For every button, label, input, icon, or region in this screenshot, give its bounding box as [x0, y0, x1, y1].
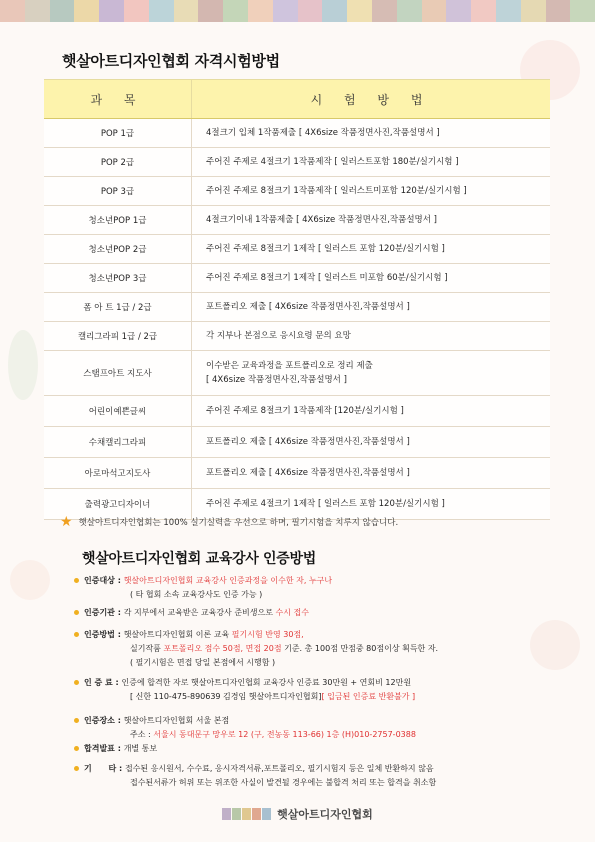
method-cell — [192, 351, 551, 396]
logo-icon — [222, 808, 271, 820]
table-row — [44, 177, 550, 206]
table-body — [44, 119, 550, 520]
method-line: 포트폴리오 제출 [ 4X6size 작품정면사진,작품설명서 ] — [206, 437, 410, 447]
course-cell: 출력광고디자이너 — [44, 489, 192, 520]
fee-nonrefund: [ 입금된 인증료 반환불가 ] — [321, 692, 416, 701]
cert-method — [74, 628, 438, 670]
fee-label: 인 증 료 : — [84, 678, 122, 687]
etc-line1: 접수된 응시원서, 수수료, 응시자격서류,포트폴리오, 필기시험지 등은 일체 반환하지 않음 — [124, 764, 434, 773]
method-line: 주어진 주제로 8절크기 1제작 [ 일러스트 포함 120분/실기시험 ] — [206, 244, 445, 254]
star-icon: ★ — [60, 514, 73, 530]
org-label: 인증기관 : — [84, 608, 124, 617]
note-text: 햇살아트디자인협회는 100% 실기실력을 우선으로 하며, 필기시험을 치루지 않습니다. — [78, 518, 399, 528]
cert-org — [74, 606, 309, 620]
exam-note — [60, 514, 398, 530]
course-cell: 어린이예쁜글씨 — [44, 396, 192, 427]
address-label: 주소 : — [130, 730, 154, 739]
exam-table — [44, 79, 550, 520]
method-line: 주어진 주제로 8절크기 1작품제작 [ 일러스트미포함 120분/실기시험 ] — [206, 186, 467, 196]
table-row — [44, 293, 550, 322]
result-label: 합격발표 : — [84, 744, 124, 753]
cert-place — [74, 714, 416, 742]
header-method: 시 험 방 법 — [192, 80, 551, 119]
bullet-icon — [74, 766, 79, 771]
cert-etc — [74, 762, 436, 790]
place-line1: 햇살아트디자인협회 서울 본점 — [123, 716, 230, 725]
method-line3: ( 필기시험은 면접 당일 본점에서 시행함 ) — [130, 658, 276, 667]
course-cell: 수채캘리그라피 — [44, 427, 192, 458]
method-cell — [192, 427, 551, 458]
method-line: 주어진 주제로 8절크기 1제작 [ 일러스트 미포함 60분/실기시험 ] — [206, 273, 448, 283]
decorative-leaf — [8, 330, 38, 400]
table-row — [44, 206, 550, 235]
method-line2-red: 포트폴리오 점수 50점, 면접 20점 — [163, 644, 282, 653]
cert-fee — [74, 676, 415, 704]
course-cell: POP 2급 — [44, 148, 192, 177]
method-cell — [192, 322, 551, 351]
course-cell: 폼 아 트 1급 / 2급 — [44, 293, 192, 322]
method-line: 포트폴리오 제출 [ 4X6size 작품정면사진,작품설명서 ] — [206, 302, 410, 312]
fee-account: [ 신한 110-475-890639 김경임 햇살아트디자인협회] — [130, 692, 322, 701]
table-row — [44, 235, 550, 264]
method-line: 4절크기이내 1작품제출 [ 4X6size 작품정면사진,작품설명서 ] — [206, 215, 438, 225]
bullet-icon — [74, 718, 79, 723]
table-row — [44, 322, 550, 351]
decorative-flower — [530, 620, 580, 670]
method-line: 4절크기 입체 1작품제출 [ 4X6size 작품정면사진,작품설명서 ] — [206, 128, 440, 138]
method-cell — [192, 293, 551, 322]
method-cell — [192, 177, 551, 206]
course-cell: 아로마석고지도사 — [44, 458, 192, 489]
method-line: 주어진 주제로 4절크기 1작품제작 [ 일러스트포함 180분/실기시험 ] — [206, 157, 459, 167]
table-row — [44, 351, 550, 396]
bullet-icon — [74, 632, 79, 637]
method-line: [ 4X6size 작품정면사진,작품설명서 ] — [206, 375, 347, 385]
course-cell: POP 1급 — [44, 119, 192, 148]
method-cell — [192, 396, 551, 427]
org-text: 각 지부에서 교육받은 교육강사 준비생으로 — [123, 608, 276, 617]
etc-line2: 접수된서류가 허위 또는 위조한 사실이 발견될 경우에는 불합격 처리 또는 합격을 취소함 — [130, 778, 437, 787]
bullet-icon — [74, 610, 79, 615]
top-color-strip — [0, 0, 595, 22]
org-red: 수시 접수 — [275, 608, 309, 617]
course-cell: 청소년POP 1급 — [44, 206, 192, 235]
course-cell: POP 3급 — [44, 177, 192, 206]
method-line: 주어진 주제로 8절크기 1작품제작 [120분/실기시험 ] — [206, 406, 404, 416]
target-sub: ( 타 협회 소속 교육강사도 인증 가능 ) — [130, 590, 263, 599]
instructor-cert-title: 햇살아트디자인협회 교육강사 인증방법 — [82, 551, 316, 567]
target-label: 인증대상 : — [84, 576, 124, 585]
bullet-icon — [74, 578, 79, 583]
table-row — [44, 427, 550, 458]
target-text: 햇살아트디자인협회 교육강사 인증과정을 이수한 자, 누구나 — [123, 576, 333, 585]
method-cell — [192, 264, 551, 293]
address-text: 서울시 동대문구 망우로 12 (구, 전농동 113-66) 1층 (H)010-2757-0388 — [153, 730, 416, 739]
header-course: 과 목 — [44, 80, 192, 119]
etc-label: 기 타 : — [84, 764, 125, 773]
course-cell: 청소년POP 2급 — [44, 235, 192, 264]
table-row — [44, 264, 550, 293]
bullet-icon — [74, 680, 79, 685]
method-line1-red: 필기시험 반영 30점, — [231, 630, 304, 639]
method-line2: 실기작품 — [130, 644, 164, 653]
course-cell: 스탬프아트 지도사 — [44, 351, 192, 396]
method-line1: 햇살아트디자인협회 이론 교육 — [123, 630, 232, 639]
method-line: 이수받은 교육과정을 포트폴리오로 정리 제출 — [206, 361, 373, 371]
method-cell — [192, 119, 551, 148]
course-cell: 청소년POP 3급 — [44, 264, 192, 293]
course-cell: 캘리그라피 1급 / 2급 — [44, 322, 192, 351]
method-cell — [192, 148, 551, 177]
bullet-icon — [74, 746, 79, 751]
cert-target — [74, 574, 332, 602]
method-line: 포트폴리오 제출 [ 4X6size 작품정면사진,작품설명서 ] — [206, 468, 410, 478]
decorative-flower — [10, 560, 50, 600]
method-line2-end: 기준. 총 100점 만점중 80점이상 획득한 자. — [281, 644, 439, 653]
method-cell — [192, 458, 551, 489]
place-label: 인증장소 : — [84, 716, 124, 725]
method-line: 주어진 주제로 4절크기 1제작 [ 일러스트 포함 120분/실기시험 ] — [206, 499, 445, 509]
result-text: 개별 통보 — [123, 744, 158, 753]
method-label: 인증방법 : — [84, 630, 124, 639]
table-row — [44, 458, 550, 489]
cert-result — [74, 742, 157, 756]
footer-org-name: 햇살아트디자인협회 — [277, 808, 373, 821]
table-header — [44, 80, 550, 119]
method-line: 각 지부나 본점으로 응시요령 문의 요망 — [206, 331, 351, 341]
table-row — [44, 119, 550, 148]
method-cell — [192, 235, 551, 264]
footer-logo — [0, 806, 595, 822]
fee-line1: 인증에 합격한 자로 햇살아트디자인협회 교육강사 인증료 30만원 + 연회비 12만원 — [121, 678, 412, 687]
table-row — [44, 148, 550, 177]
table-row — [44, 396, 550, 427]
exam-method-title: 햇살아트디자인협회 자격시험방법 — [62, 52, 280, 70]
method-cell — [192, 206, 551, 235]
